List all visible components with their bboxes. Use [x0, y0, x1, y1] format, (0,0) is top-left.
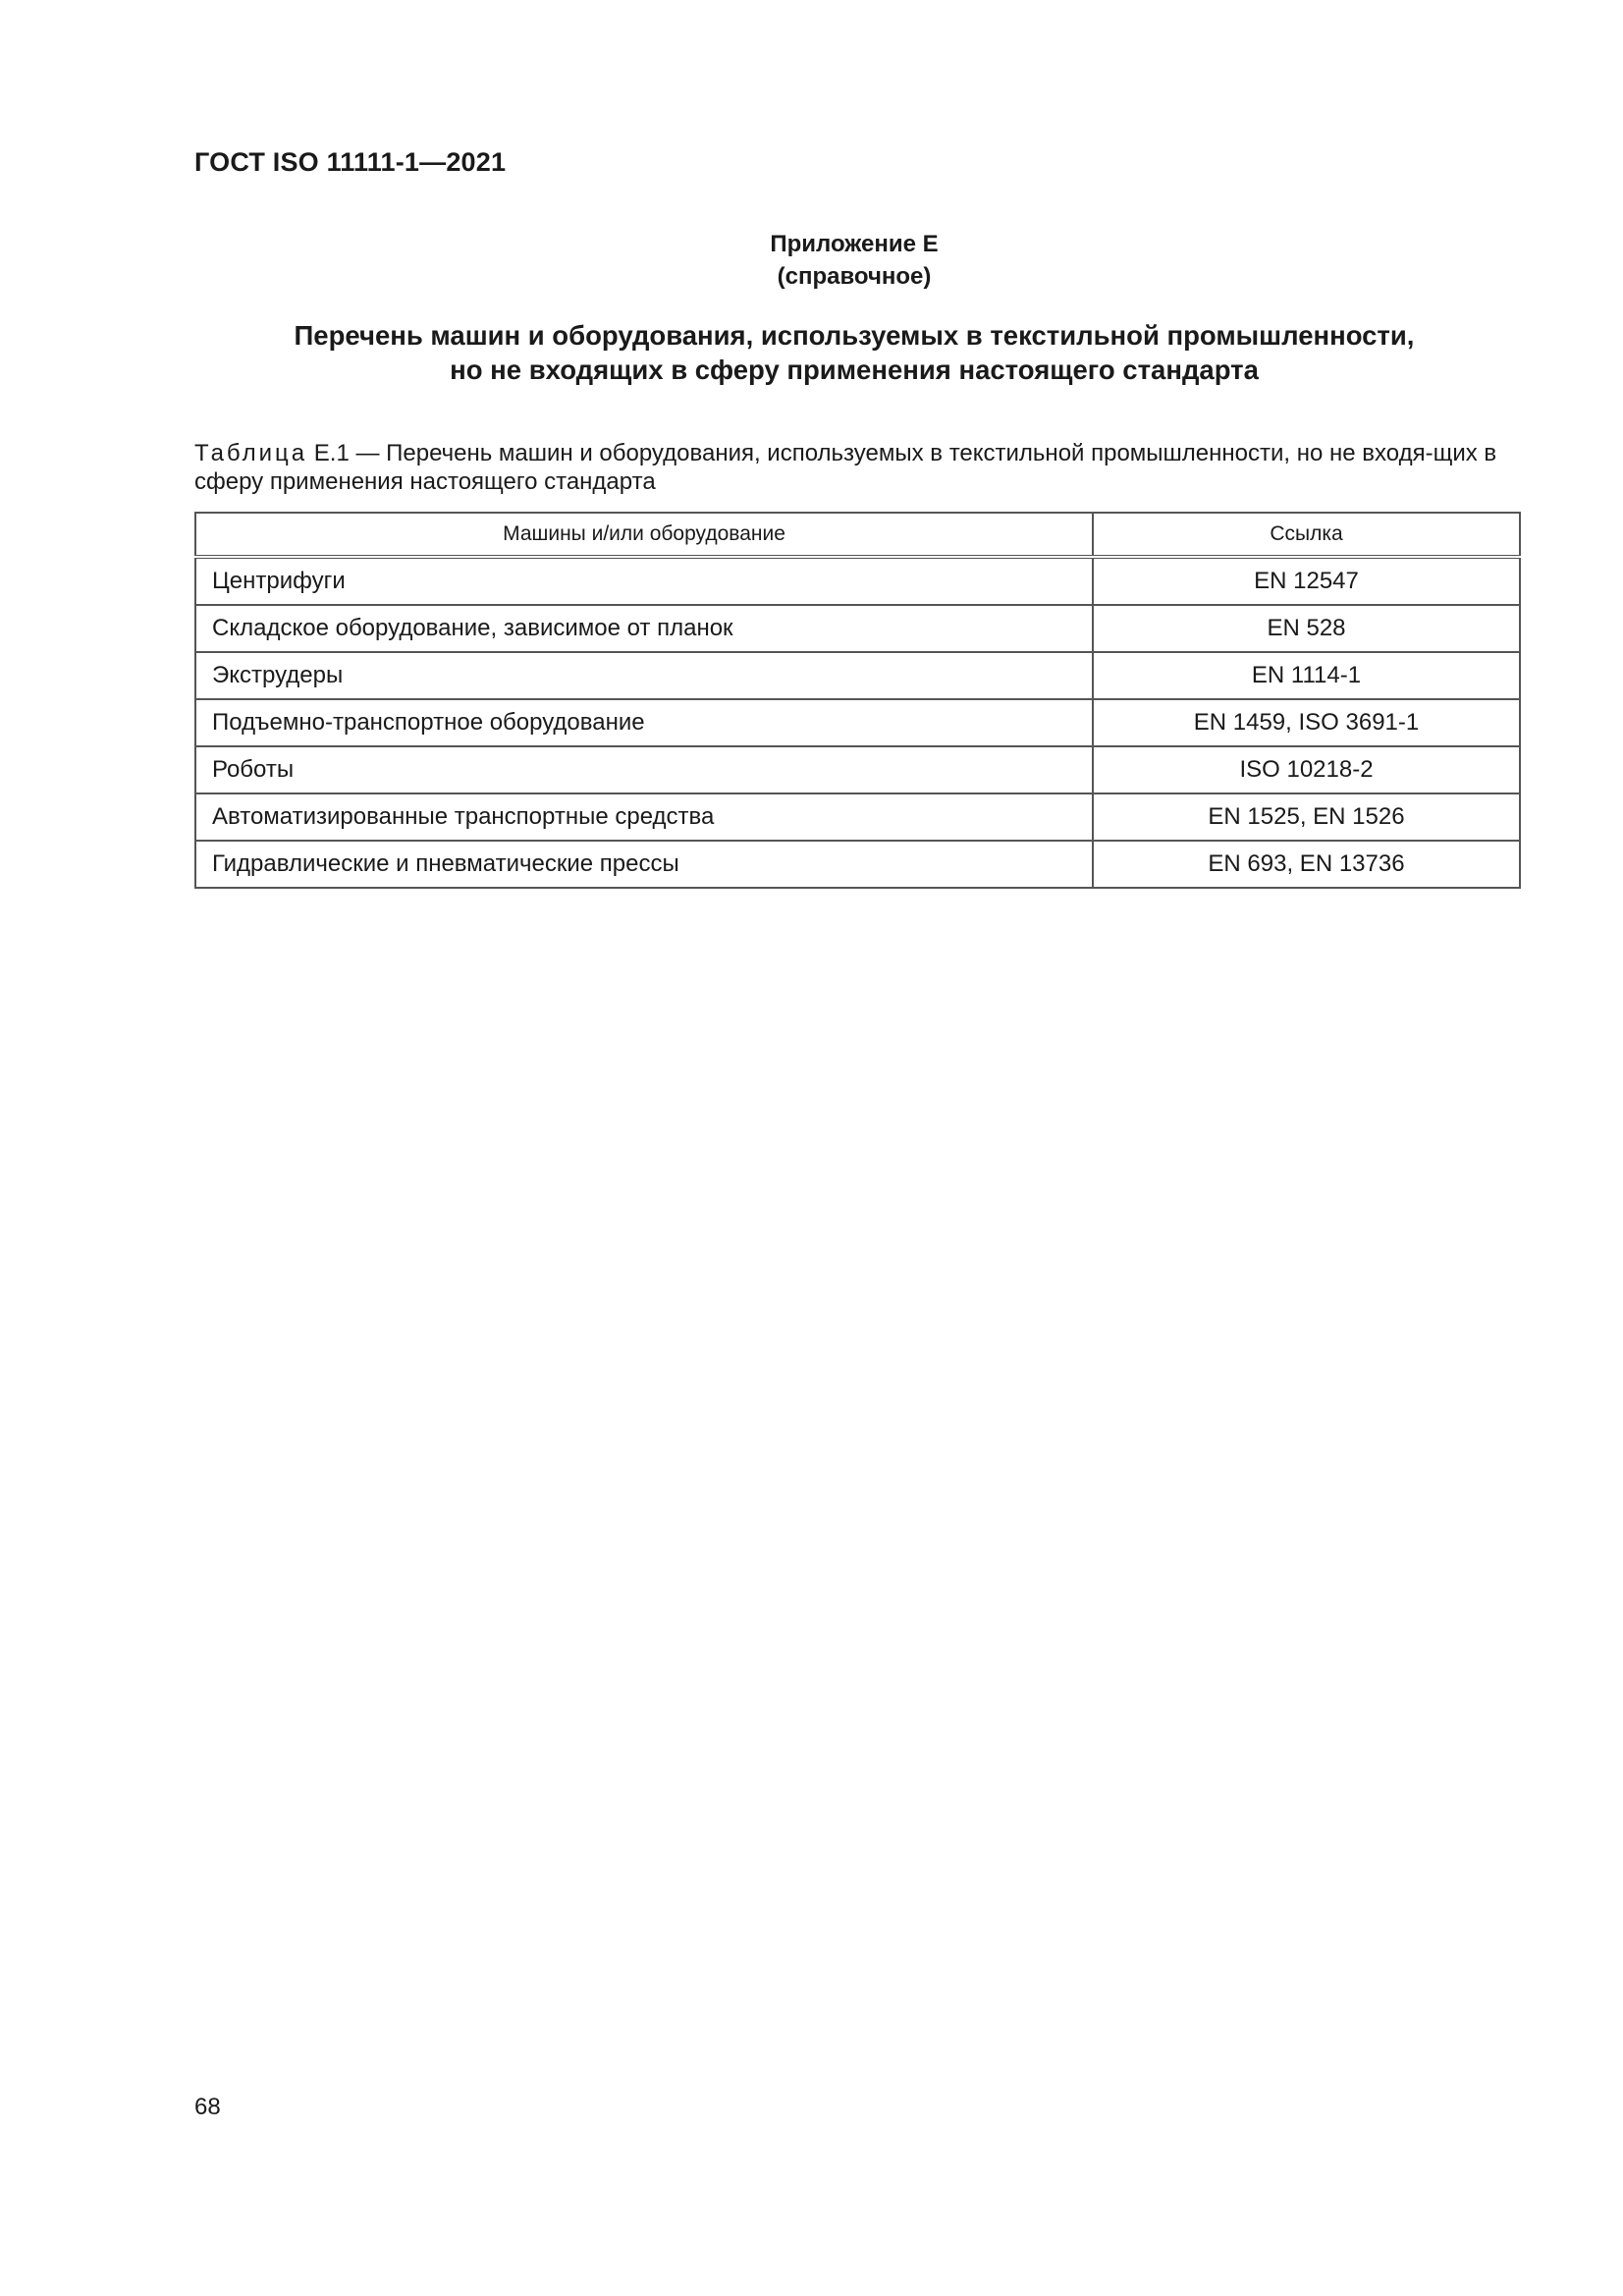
annex-label: Приложение Е [770, 231, 939, 257]
equipment-cell: Подъемно-транспортное оборудование [195, 699, 1093, 746]
document-code: ГОСТ ISO 11111-1—2021 [194, 147, 507, 177]
reference-cell: EN 1114-1 [1093, 652, 1520, 699]
equipment-cell: Автоматизированные транспортные средства [195, 793, 1093, 841]
table-caption [194, 439, 1520, 496]
annex-title [0, 318, 1623, 387]
table-row [195, 652, 1520, 699]
table-row [195, 746, 1520, 793]
column-header-reference: Ссылка [1093, 513, 1520, 557]
reference-cell: EN 12547 [1093, 557, 1520, 605]
table-row [195, 557, 1520, 605]
annex-heading [0, 228, 1623, 293]
equipment-cell: Роботы [195, 746, 1093, 793]
reference-cell: EN 693, EN 13736 [1093, 841, 1520, 888]
reference-cell: EN 1459, ISO 3691-1 [1093, 699, 1520, 746]
equipment-cell: Складское оборудование, зависимое от планок [195, 605, 1093, 652]
annex-title-line-1: Перечень машин и оборудования, используемых в текстильной промышленности, [294, 320, 1415, 351]
table-header-row [195, 513, 1520, 557]
table-row [195, 699, 1520, 746]
table-caption-text: Е.1 — Перечень машин и оборудования, используемых в текстильной промышленности, но не входя-щих в сферу применения настоящего стандарта [194, 440, 1497, 495]
equipment-cell: Гидравлические и пневматические прессы [195, 841, 1093, 888]
table-caption-prefix: Таблица [194, 440, 308, 466]
table-row [195, 793, 1520, 841]
reference-cell: EN 528 [1093, 605, 1520, 652]
annex-status: (справочное) [777, 263, 932, 290]
table-row [195, 841, 1520, 888]
page-number: 68 [194, 2094, 221, 2120]
equipment-cell: Экструдеры [195, 652, 1093, 699]
reference-cell: EN 1525, EN 1526 [1093, 793, 1520, 841]
annex-title-line-2: но не входящих в сферу применения настоящего стандарта [450, 355, 1259, 385]
equipment-cell: Центрифуги [195, 557, 1093, 605]
column-header-equipment: Машины и/или оборудование [195, 513, 1093, 557]
equipment-table [194, 512, 1521, 889]
reference-cell: ISO 10218-2 [1093, 746, 1520, 793]
table-row [195, 605, 1520, 652]
